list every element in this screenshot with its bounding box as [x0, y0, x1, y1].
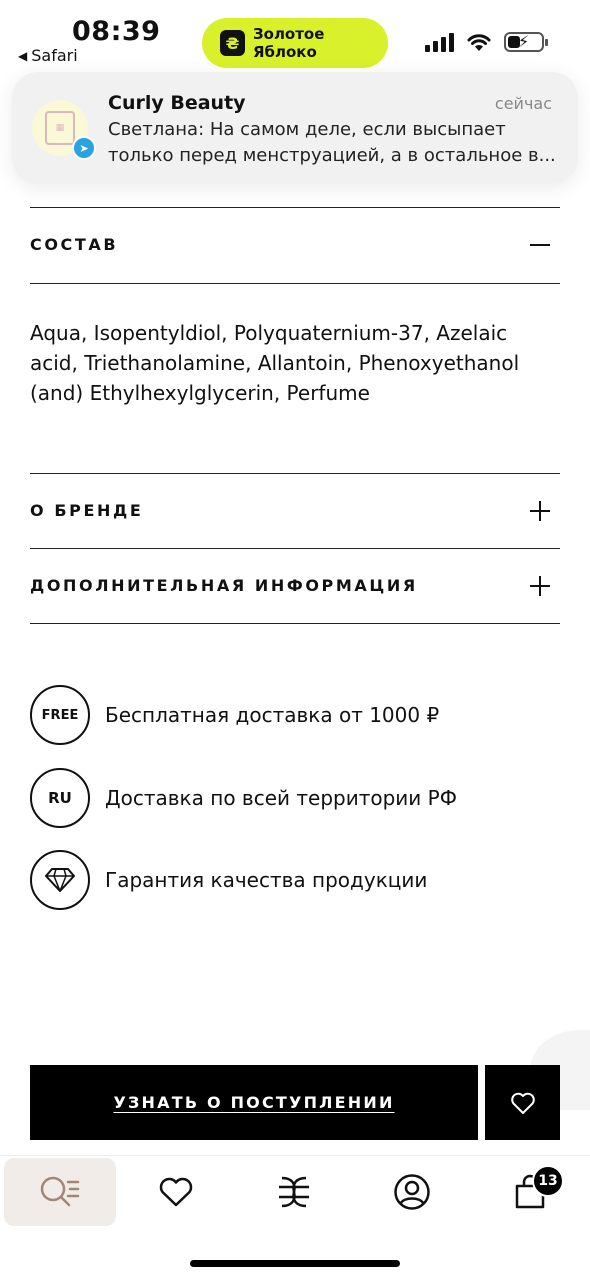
telegram-icon: ➤ — [72, 136, 96, 160]
feature-russia-delivery — [30, 768, 457, 828]
diamond-icon — [30, 850, 90, 910]
add-to-favorites-button[interactable] — [485, 1065, 560, 1140]
notification-banner[interactable] — [12, 72, 578, 184]
home-indicator[interactable] — [190, 1260, 400, 1267]
feature-quality-guarantee — [30, 850, 427, 910]
accordion-brand-label[interactable]: О БРЕНДЕ — [30, 501, 144, 520]
charging-bolt-icon: ⚡ — [518, 32, 530, 51]
heart-icon — [158, 1176, 194, 1208]
divider — [30, 623, 560, 624]
dynamic-island-activity[interactable] — [202, 18, 388, 68]
divider — [30, 283, 560, 284]
notification-body: Светлана: На самом деле, если высыпает только перед менструацией, а в остальное в... — [108, 119, 556, 166]
notify-when-available-button[interactable]: УЗНАТЬ О ПОСТУПЛЕНИИ — [30, 1065, 478, 1140]
expand-plus-icon[interactable] — [530, 500, 552, 522]
tab-search[interactable] — [4, 1158, 116, 1226]
feature-free-delivery — [30, 685, 439, 745]
brand-logo-icon — [276, 1174, 312, 1210]
status-icons — [425, 32, 544, 52]
divider — [30, 207, 560, 208]
cellular-signal-icon — [425, 32, 454, 52]
collapse-minus-icon[interactable] — [530, 234, 552, 256]
curly-beauty-logo-icon: ▦ — [45, 111, 75, 145]
status-bar — [0, 0, 590, 80]
battery-icon — [504, 32, 544, 52]
notification-title: Curly Beauty — [108, 92, 246, 114]
heart-icon — [510, 1091, 536, 1115]
expand-plus-icon[interactable] — [530, 575, 552, 597]
golden-apple-logo-icon: ₴ — [220, 30, 245, 56]
wifi-icon — [466, 32, 492, 52]
feature-text: Гарантия качества продукции — [105, 868, 428, 892]
tab-profile[interactable] — [372, 1158, 452, 1226]
status-time: 08:39 — [72, 16, 161, 47]
feature-text: Доставка по всей территории РФ — [105, 786, 457, 810]
tab-brand[interactable] — [254, 1158, 334, 1226]
bottom-tab-bar — [0, 1155, 590, 1235]
island-label: Золотое Яблоко — [252, 25, 325, 61]
divider — [30, 473, 560, 474]
user-icon — [393, 1173, 431, 1211]
notification-time: сейчас — [494, 94, 552, 113]
back-app-label: Safari — [31, 46, 78, 65]
free-badge-icon: FREE — [30, 685, 90, 745]
feature-text: Бесплатная доставка от 1000 ₽ — [105, 703, 440, 727]
divider — [30, 548, 560, 549]
tab-favorites[interactable] — [136, 1158, 216, 1226]
cart-count-badge: 13 — [532, 1165, 564, 1197]
search-icon — [38, 1174, 82, 1210]
accordion-extra-info-label[interactable]: ДОПОЛНИТЕЛЬНАЯ ИНФОРМАЦИЯ — [30, 576, 418, 595]
ru-badge-icon: RU — [30, 768, 90, 828]
back-to-app[interactable] — [18, 46, 78, 65]
accordion-composition-label[interactable]: СОСТАВ — [30, 235, 119, 254]
back-arrow-icon: ◀ — [18, 48, 28, 63]
partially-visible-heading — [26, 1030, 216, 1065]
ingredients-text: Aqua, Isopentyldiol, Polyquaternium-37, Azelaic acid, Triethanolamine, Allantoin, Phenoxyethanol (and) Ethylhexylglycerin, Perfume — [30, 321, 520, 405]
